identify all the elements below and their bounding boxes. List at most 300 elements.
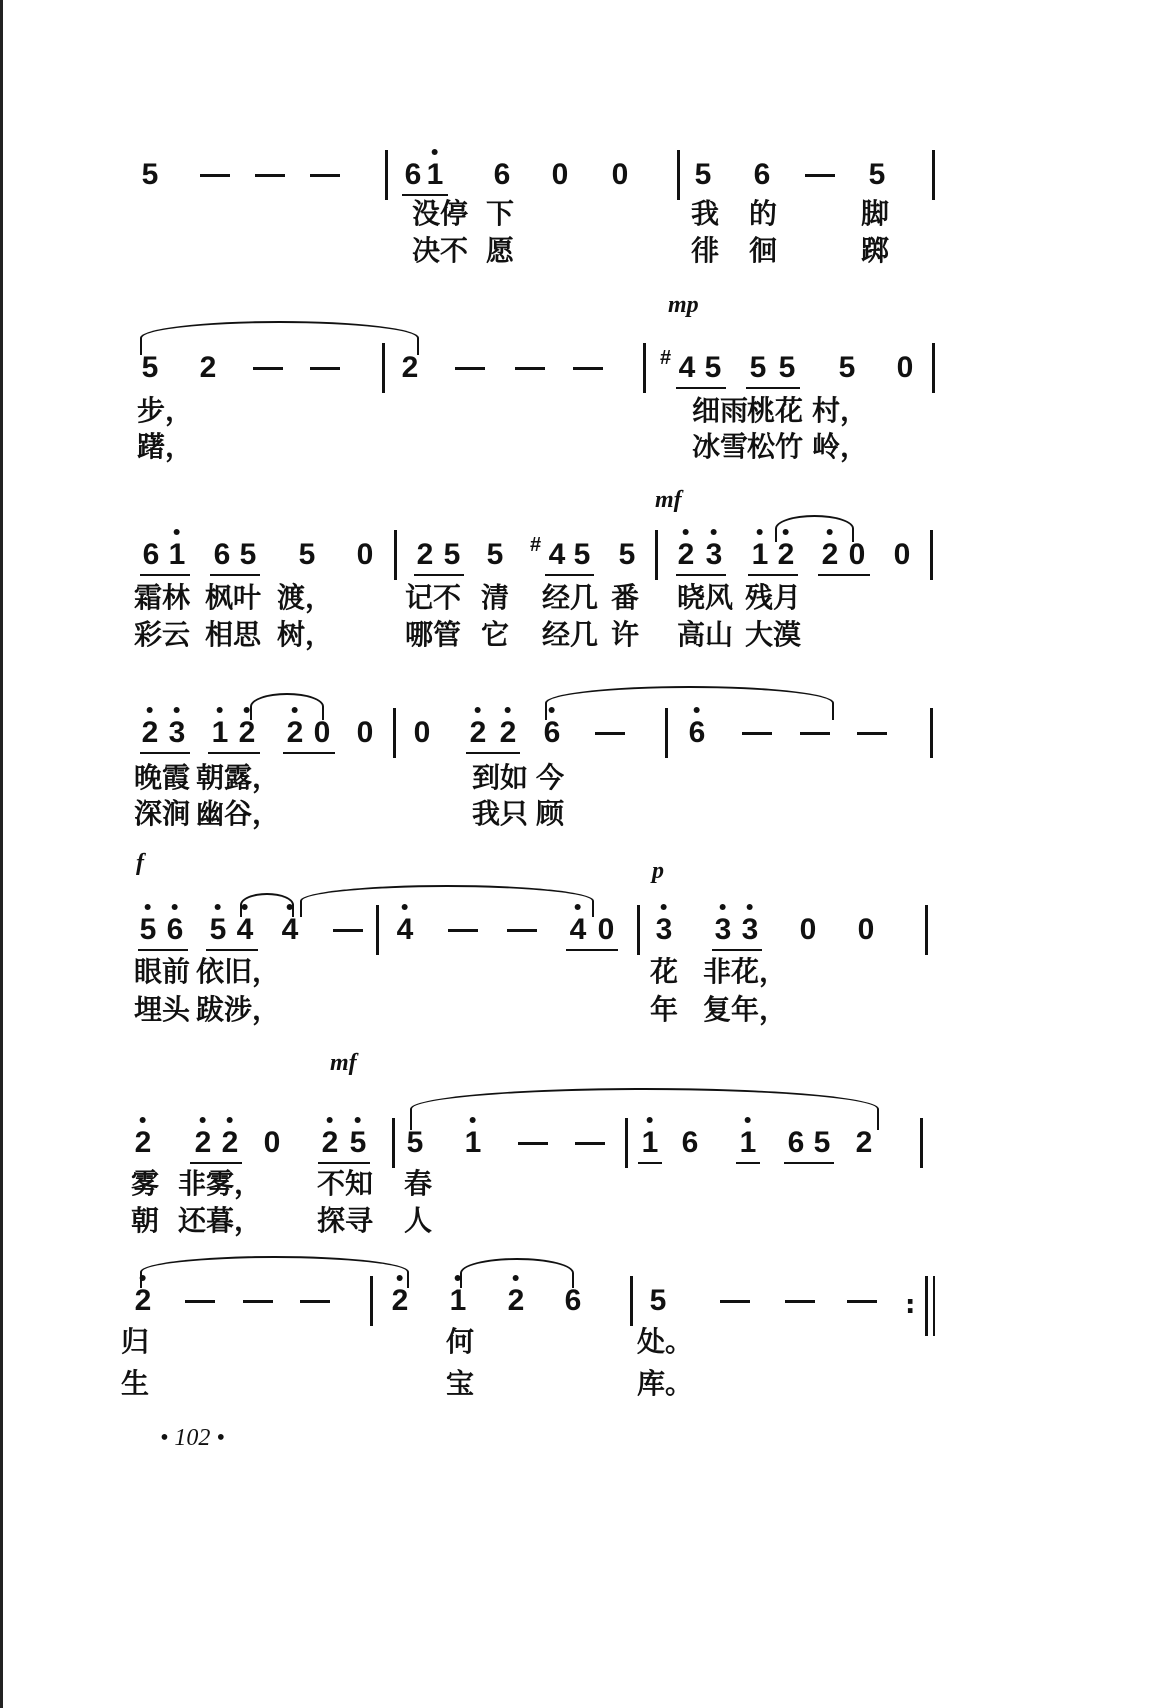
lyric: 霜林 — [133, 581, 191, 614]
lyric: 决不 — [411, 234, 469, 267]
lyric: 相思 — [204, 618, 262, 651]
lyric: 徊 — [748, 234, 778, 267]
beam-underline — [818, 574, 870, 576]
note-digit: 2 — [777, 538, 795, 571]
barline — [385, 150, 388, 200]
note-digit: 5 — [778, 351, 796, 384]
note — [682, 1128, 699, 1158]
barline — [930, 708, 933, 758]
lyric: 记不 — [404, 581, 462, 614]
beam-underline — [466, 752, 520, 754]
lyric: 躇， — [136, 430, 194, 463]
beam-underline — [140, 752, 190, 754]
note-digit: 1 — [641, 1126, 659, 1159]
octave-dot-high — [505, 707, 511, 713]
note-digit: 4 — [678, 351, 696, 384]
lyric: 探寻 — [316, 1204, 374, 1237]
lyric: 许 — [610, 618, 640, 651]
note — [565, 1286, 582, 1316]
sustain-dash — [185, 1300, 215, 1303]
lyric: 到如 — [471, 761, 529, 794]
lyric: 岭， — [811, 430, 869, 463]
note — [142, 718, 159, 748]
note — [195, 1128, 212, 1158]
lyric: 还暮， — [177, 1204, 263, 1237]
sustain-dash — [575, 1142, 605, 1145]
lyric: 人 — [403, 1204, 433, 1237]
sustain-dash — [515, 367, 545, 370]
lyric: 徘 — [690, 234, 720, 267]
note-digit: 6 — [753, 158, 771, 191]
note-digit: 0 — [551, 158, 569, 191]
slur — [140, 321, 419, 355]
final-barline-thin — [933, 1276, 935, 1336]
sustain-dash — [243, 1300, 273, 1303]
note-digit: 5 — [298, 538, 316, 571]
note — [619, 540, 636, 570]
sustain-dash — [448, 929, 478, 932]
lyric: 清 — [480, 581, 510, 614]
octave-dot-high — [172, 904, 178, 910]
lyric: 它 — [480, 618, 510, 651]
octave-dot-high — [227, 1117, 233, 1123]
note — [222, 1128, 239, 1158]
beam-underline — [402, 194, 448, 196]
note-digit: 6 — [543, 716, 561, 749]
note — [487, 540, 504, 570]
note-digit: 2 — [401, 351, 419, 384]
lyric: 顾 — [535, 797, 565, 830]
sustain-dash — [518, 1142, 548, 1145]
sustain-dash — [800, 732, 830, 735]
lyric: 渡， — [276, 581, 334, 614]
sustain-dash — [300, 1300, 330, 1303]
barline — [393, 708, 396, 758]
note-digit: 5 — [868, 158, 886, 191]
note-digit: 6 — [166, 913, 184, 946]
dynamic-mark: p — [652, 858, 664, 884]
note-digit: 2 — [321, 1126, 339, 1159]
beam-underline — [712, 949, 762, 951]
lyric: 没停 — [411, 197, 469, 230]
octave-dot-high — [475, 707, 481, 713]
note — [897, 353, 914, 383]
barline — [394, 530, 397, 580]
note — [142, 353, 159, 383]
barline — [370, 1276, 373, 1326]
beam-underline — [676, 574, 726, 576]
beam-underline — [190, 1162, 242, 1164]
note-digit: 6 — [493, 158, 511, 191]
note-digit: 6 — [681, 1126, 699, 1159]
lyric: 树， — [276, 618, 334, 651]
note-digit: 3 — [655, 913, 673, 946]
note — [689, 718, 706, 748]
note-digit: 4 — [548, 538, 566, 571]
sustain-dash — [742, 732, 772, 735]
lyric: 晓风 — [676, 581, 734, 614]
barline — [630, 1276, 633, 1326]
note-digit: 4 — [281, 913, 299, 946]
sustain-dash — [595, 732, 625, 735]
note-digit: 0 — [356, 716, 374, 749]
note — [444, 540, 461, 570]
note — [894, 540, 911, 570]
lyric: 我 — [690, 197, 720, 230]
sharp-sign: # — [530, 534, 542, 556]
lyric: 的 — [748, 197, 778, 230]
note — [705, 353, 722, 383]
lyric: 踯 — [860, 234, 890, 267]
sustain-dash — [255, 174, 285, 177]
note — [642, 1128, 659, 1158]
note — [839, 353, 856, 383]
lyric: 步， — [136, 394, 194, 427]
note — [143, 540, 160, 570]
dynamic-mark: mf — [655, 487, 682, 513]
lyric: 春 — [403, 1167, 433, 1200]
note-digit: 1 — [464, 1126, 482, 1159]
lyric: 复年， — [702, 993, 788, 1026]
beam-underline — [206, 949, 258, 951]
beam-underline — [414, 574, 464, 576]
note-digit: 4 — [236, 913, 254, 946]
dynamic-mark: f — [136, 850, 144, 876]
octave-dot-high — [174, 707, 180, 713]
note-digit: 4 — [569, 913, 587, 946]
note — [450, 1286, 467, 1316]
note-digit: 0 — [313, 716, 331, 749]
lyric: 库。 — [636, 1367, 694, 1400]
lyric: 高山 — [676, 618, 734, 651]
note-digit: 0 — [893, 538, 911, 571]
note — [552, 160, 569, 190]
note-digit: 4 — [396, 913, 414, 946]
note-digit: 5 — [209, 913, 227, 946]
note — [500, 718, 517, 748]
beam-underline — [736, 1162, 760, 1164]
note-digit: 2 — [141, 716, 159, 749]
note-digit: 5 — [694, 158, 712, 191]
lyric: 经几 — [541, 618, 599, 651]
lyric: 大漠 — [744, 618, 802, 651]
note-digit: 5 — [443, 538, 461, 571]
lyric: 脚 — [860, 197, 890, 230]
note — [200, 353, 217, 383]
barline — [925, 905, 928, 955]
repeat-dots: : — [905, 1290, 916, 1320]
lyric: 枫叶 — [204, 581, 262, 614]
note-digit: 5 — [749, 351, 767, 384]
octave-dot-high — [661, 904, 667, 910]
note-digit: 6 — [787, 1126, 805, 1159]
note — [210, 915, 227, 945]
octave-dot-high — [683, 529, 689, 535]
note-digit: 6 — [142, 538, 160, 571]
barline — [655, 530, 658, 580]
barline — [625, 1118, 628, 1168]
octave-dot-high — [200, 1117, 206, 1123]
lyric: 朝 — [130, 1204, 160, 1237]
note-digit: 1 — [739, 1126, 757, 1159]
octave-dot-high — [147, 707, 153, 713]
beam-underline — [746, 387, 800, 389]
octave-dot-high — [355, 1117, 361, 1123]
lyric: 幽谷， — [195, 797, 281, 830]
barline — [643, 343, 646, 393]
note — [788, 1128, 805, 1158]
sustain-dash — [847, 1300, 877, 1303]
lyric: 松竹 — [746, 430, 804, 463]
note — [239, 718, 256, 748]
note-digit: 1 — [751, 538, 769, 571]
lyric: 今 — [535, 761, 565, 794]
note — [869, 160, 886, 190]
note — [752, 540, 769, 570]
lyric: 处。 — [636, 1325, 694, 1358]
note — [299, 540, 316, 570]
note — [407, 1128, 424, 1158]
note-digit: 5 — [349, 1126, 367, 1159]
lyric: 经几 — [541, 581, 599, 614]
note — [656, 915, 673, 945]
note-digit: 3 — [741, 913, 759, 946]
note — [470, 718, 487, 748]
octave-dot-high — [174, 529, 180, 535]
lyric: 雾 — [130, 1167, 160, 1200]
sustain-dash — [310, 367, 340, 370]
lyric: 彩云 — [133, 618, 191, 651]
note — [405, 160, 422, 190]
note-digit: 5 — [486, 538, 504, 571]
note-digit: 2 — [134, 1284, 152, 1317]
lyric: 宝 — [445, 1367, 475, 1400]
note — [350, 1128, 367, 1158]
lyric: 愿 — [485, 234, 515, 267]
note — [858, 915, 875, 945]
sustain-dash — [507, 929, 537, 932]
barline — [382, 343, 385, 393]
note — [397, 915, 414, 945]
note-digit: 1 — [449, 1284, 467, 1317]
note-digit: 3 — [168, 716, 186, 749]
note — [414, 718, 431, 748]
slur — [410, 1088, 879, 1130]
lyric: 下 — [485, 197, 515, 230]
octave-dot-high — [747, 904, 753, 910]
barline — [932, 343, 935, 393]
note — [212, 718, 229, 748]
barline — [392, 1118, 395, 1168]
lyric: 我只 — [471, 797, 529, 830]
slur — [140, 1256, 409, 1288]
note — [169, 540, 186, 570]
note-digit: 2 — [821, 538, 839, 571]
note-digit: 3 — [714, 913, 732, 946]
barline — [677, 150, 680, 200]
note-digit: 5 — [141, 158, 159, 191]
note-digit: 2 — [499, 716, 517, 749]
note-digit: 0 — [597, 913, 615, 946]
note-digit: 2 — [194, 1126, 212, 1159]
note — [856, 1128, 873, 1158]
note-digit: 5 — [139, 913, 157, 946]
note — [494, 160, 511, 190]
note-digit: 1 — [168, 538, 186, 571]
note — [598, 915, 615, 945]
note — [706, 540, 723, 570]
lyric: 村， — [811, 394, 869, 427]
beam-underline — [208, 752, 260, 754]
note — [357, 718, 374, 748]
page-edge — [0, 0, 3, 1708]
barline — [930, 530, 933, 580]
note-digit: 2 — [469, 716, 487, 749]
beam-underline — [210, 574, 260, 576]
note — [402, 353, 419, 383]
note — [322, 1128, 339, 1158]
note-digit: 5 — [813, 1126, 831, 1159]
note-digit: 2 — [238, 716, 256, 749]
note — [678, 540, 695, 570]
note-digit: 6 — [688, 716, 706, 749]
lyric: 哪管 — [404, 618, 462, 651]
lyric: 非雾， — [177, 1167, 263, 1200]
note — [357, 540, 374, 570]
beam-underline — [566, 949, 618, 951]
lyric: 花 — [649, 955, 679, 988]
beam-underline — [138, 949, 188, 951]
note — [570, 915, 587, 945]
note — [140, 915, 157, 945]
beam-underline — [638, 1162, 662, 1164]
beam-underline — [676, 387, 726, 389]
lyric: 晚霞 — [133, 761, 191, 794]
note — [574, 540, 591, 570]
note-digit: 2 — [199, 351, 217, 384]
note-digit: 0 — [263, 1126, 281, 1159]
note — [800, 915, 817, 945]
note-digit: 6 — [404, 158, 422, 191]
sustain-dash — [310, 174, 340, 177]
note-digit: 5 — [406, 1126, 424, 1159]
octave-dot-high — [217, 707, 223, 713]
note — [679, 353, 696, 383]
note — [754, 160, 771, 190]
note — [240, 540, 257, 570]
sustain-dash — [333, 929, 363, 932]
octave-dot-high — [432, 149, 438, 155]
lyric: 归 — [120, 1325, 150, 1358]
lyric: 残月 — [744, 581, 802, 614]
lyric: 深涧 — [133, 797, 191, 830]
sustain-dash — [253, 367, 283, 370]
lyric: 年 — [649, 993, 679, 1026]
note-digit: 5 — [573, 538, 591, 571]
lyric: 生 — [120, 1367, 150, 1400]
octave-dot-high — [140, 1117, 146, 1123]
note — [740, 1128, 757, 1158]
octave-dot-high — [215, 904, 221, 910]
barline — [932, 150, 935, 200]
octave-dot-high — [720, 904, 726, 910]
barline — [920, 1118, 923, 1168]
note — [849, 540, 866, 570]
note — [549, 540, 566, 570]
note-digit: 0 — [413, 716, 431, 749]
beam-underline — [545, 574, 594, 576]
octave-dot-high — [711, 529, 717, 535]
sustain-dash — [720, 1300, 750, 1303]
note — [544, 718, 561, 748]
note-digit: 2 — [416, 538, 434, 571]
note-digit: 5 — [618, 538, 636, 571]
note — [750, 353, 767, 383]
beam-underline — [748, 574, 798, 576]
beam-underline — [140, 574, 190, 576]
barline — [637, 905, 640, 955]
note — [822, 540, 839, 570]
lyric: 桃花 — [746, 394, 804, 427]
note — [814, 1128, 831, 1158]
note-digit: 1 — [426, 158, 444, 191]
octave-dot-high — [327, 1117, 333, 1123]
note-digit: 2 — [677, 538, 695, 571]
note-digit: 6 — [213, 538, 231, 571]
sustain-dash — [857, 732, 887, 735]
note — [392, 1286, 409, 1316]
note — [779, 353, 796, 383]
note-digit: 2 — [286, 716, 304, 749]
note-digit: 1 — [211, 716, 229, 749]
sustain-dash — [785, 1300, 815, 1303]
note — [742, 915, 759, 945]
note — [264, 1128, 281, 1158]
note — [427, 160, 444, 190]
note-digit: 2 — [855, 1126, 873, 1159]
note-digit: 2 — [507, 1284, 525, 1317]
note — [650, 1286, 667, 1316]
note-digit: 5 — [141, 351, 159, 384]
note-digit: 0 — [848, 538, 866, 571]
note — [695, 160, 712, 190]
note-digit: 2 — [134, 1126, 152, 1159]
note — [282, 915, 299, 945]
note — [508, 1286, 525, 1316]
note — [167, 915, 184, 945]
note — [214, 540, 231, 570]
sustain-dash — [573, 367, 603, 370]
lyric: 番 — [610, 581, 640, 614]
note-digit: 2 — [221, 1126, 239, 1159]
note — [142, 160, 159, 190]
slur — [545, 686, 834, 720]
dynamic-mark: mf — [330, 1050, 357, 1076]
note-digit: 2 — [391, 1284, 409, 1317]
note-digit: 5 — [649, 1284, 667, 1317]
final-barline — [925, 1276, 928, 1336]
note — [715, 915, 732, 945]
note — [314, 718, 331, 748]
lyric: 冰雪 — [691, 430, 749, 463]
sustain-dash — [455, 367, 485, 370]
lyric: 何 — [445, 1325, 475, 1358]
page-number: • 102 • — [160, 1425, 225, 1451]
note-digit: 0 — [611, 158, 629, 191]
beam-underline — [318, 1162, 370, 1164]
lyric: 依旧， — [195, 955, 281, 988]
slur — [300, 885, 594, 917]
